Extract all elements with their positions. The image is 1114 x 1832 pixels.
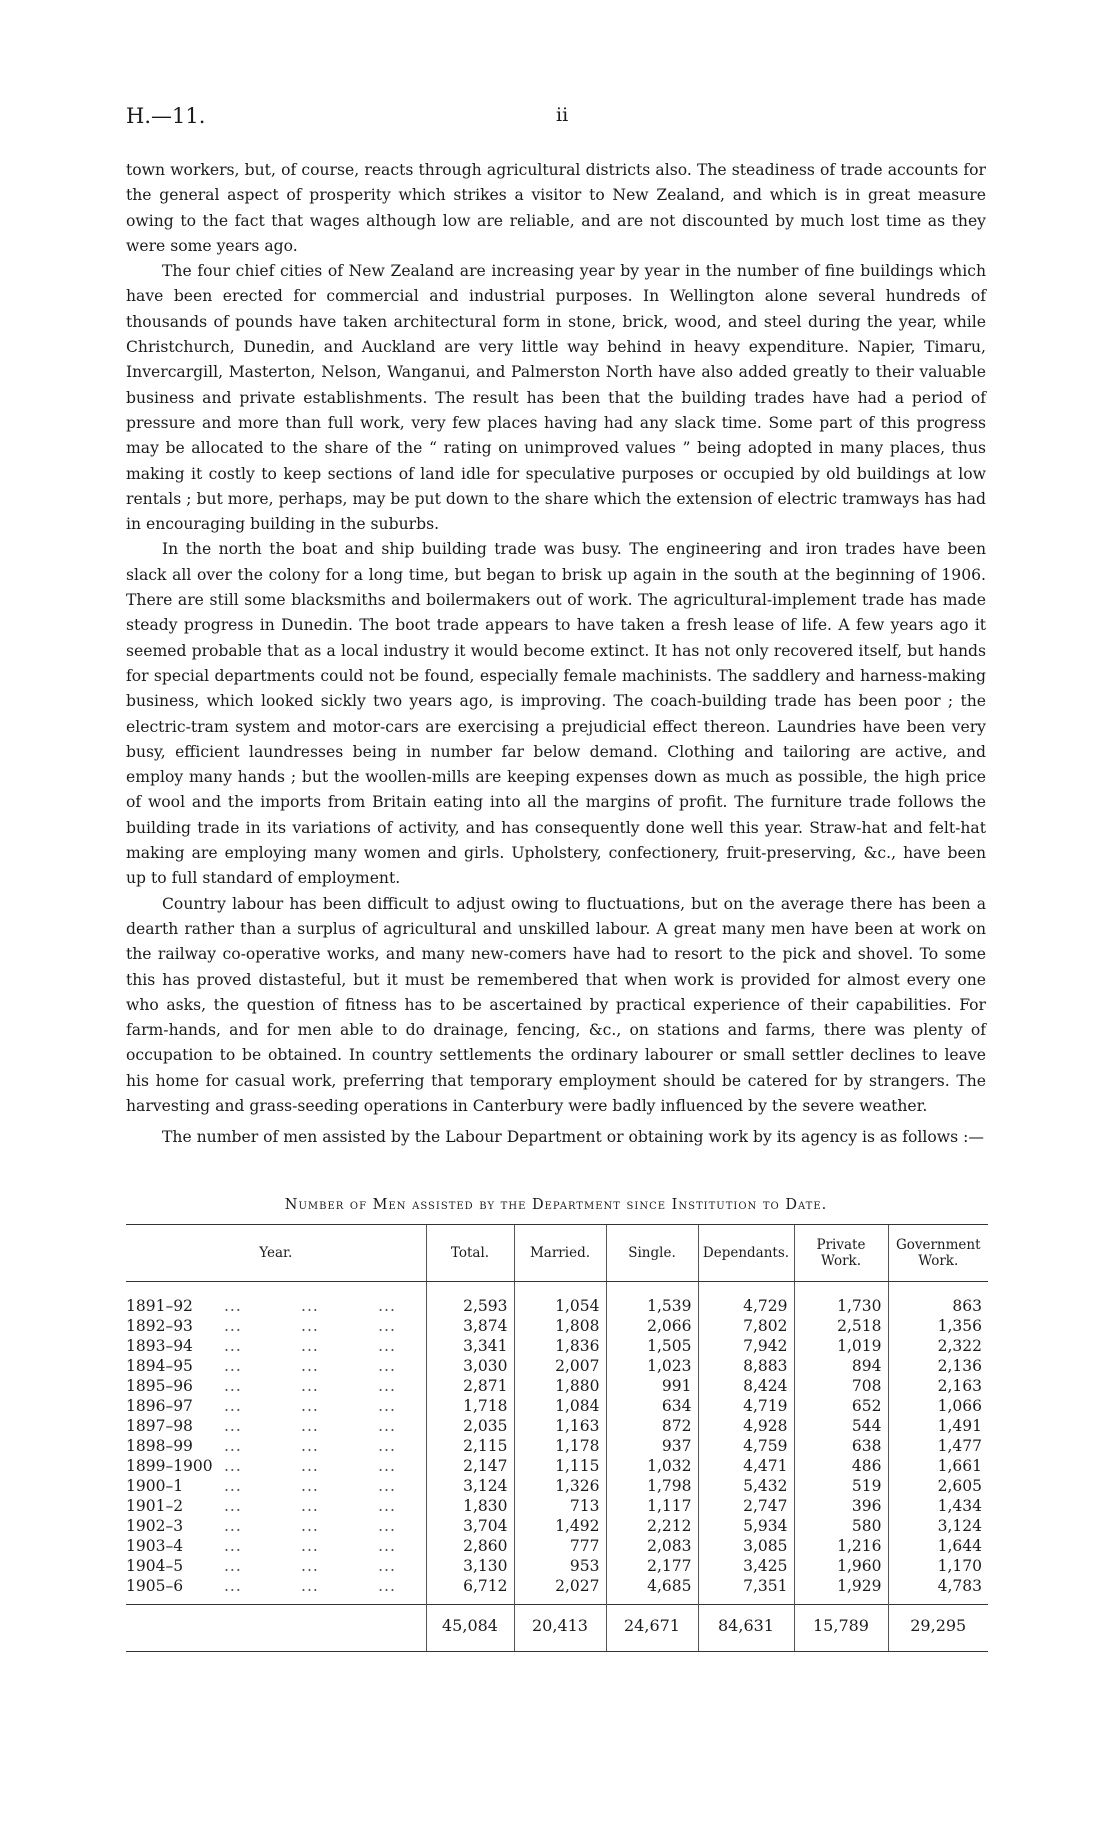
- cell-single: 2,212: [606, 1516, 698, 1536]
- page-number: ii: [556, 104, 569, 126]
- year-label: 1899–1900: [126, 1457, 213, 1475]
- year-label: 1905–6: [126, 1577, 184, 1595]
- year-label: 1902–3: [126, 1517, 184, 1535]
- cell-dependants: 7,351: [698, 1576, 794, 1605]
- header-total: Total.: [426, 1225, 514, 1282]
- cell-single: 1,798: [606, 1476, 698, 1496]
- year-label: 1897–98: [126, 1417, 193, 1435]
- cell-dependants: 4,928: [698, 1416, 794, 1436]
- header-married: Married.: [514, 1225, 606, 1282]
- cell-total: 2,593: [426, 1282, 514, 1317]
- cell-married: 1,808: [514, 1316, 606, 1336]
- year-label: 1904–5: [126, 1557, 184, 1575]
- cell-total: 2,871: [426, 1376, 514, 1396]
- cell-private-work: 580: [794, 1516, 888, 1536]
- paragraph-trades: In the north the boat and ship building trade was busy. The engineering and iron trades have been slack all over the colony for a long time, but began to brisk up again in the south at the beginning of 1906. There are still some blacksmiths and boilermakers out of work. The agricultural-implement trade has made steady progress in Dunedin. The boot trade appears to have taken a fresh lease of life. A few years ago it seemed probable that as a local industry it would become extinct. It has not only recovered itself, but hands for special departments could not be found, especially female machinists. The saddlery and harness-making business, which looked sickly two years ago, is improving. The coach-building trade has been poor ; the electric-tram system and motor-cars are exercising a prejudicial effect thereon. Laundries have been very busy, efficient laundresses being in number far below demand. Clothing and tailoring are active, and employ many hands ; but the woollen-mills are keeping expenses down as much as possible, the high price of wool and the imports from Britain eating into all the margins of profit. The furniture trade follows the building trade in its variations of activity, and has consequently done well this year. Straw-hat and felt-hat making are employing many women and girls. Upholstery, confectionery, fruit-preserving, &c., have been up to full standard of employment.: [126, 540, 986, 888]
- table-row: [126, 1476, 988, 1496]
- men-assisted-table: [126, 1224, 988, 1652]
- cell-dependants: 5,934: [698, 1516, 794, 1536]
- cell-single: 872: [606, 1416, 698, 1436]
- cell-dependants: 5,432: [698, 1476, 794, 1496]
- cell-single: 2,066: [606, 1316, 698, 1336]
- cell-dependants: 4,729: [698, 1282, 794, 1317]
- table-row: [126, 1416, 988, 1436]
- body-text: [126, 158, 986, 1151]
- cell-government-work: 2,322: [888, 1336, 988, 1356]
- cell-private-work: 894: [794, 1356, 888, 1376]
- cell-private-work: 1,216: [794, 1536, 888, 1556]
- leader-dots: ... ... ...: [224, 1537, 396, 1555]
- leader-dots: ... ... ...: [224, 1437, 396, 1455]
- cell-dependants: 4,759: [698, 1436, 794, 1456]
- leader-dots: ... ... ...: [224, 1477, 396, 1495]
- cell-married: 953: [514, 1556, 606, 1576]
- cell-single: 2,177: [606, 1556, 698, 1576]
- leader-dots: ... ... ...: [224, 1417, 396, 1435]
- header-single: Single.: [606, 1225, 698, 1282]
- cell-total: 3,030: [426, 1356, 514, 1376]
- cell-year: [126, 1356, 426, 1376]
- leader-dots: ... ... ...: [224, 1317, 396, 1335]
- cell-government-work: 2,163: [888, 1376, 988, 1396]
- cell-year: [126, 1282, 426, 1317]
- totals-label-cell: [126, 1605, 426, 1652]
- cell-private-work: 638: [794, 1436, 888, 1456]
- cell-dependants: 3,085: [698, 1536, 794, 1556]
- leader-dots: ... ... ...: [224, 1297, 396, 1315]
- table-header-row: [126, 1225, 988, 1282]
- cell-year: [126, 1316, 426, 1336]
- cell-total: 3,874: [426, 1316, 514, 1336]
- cell-private-work: 1,730: [794, 1282, 888, 1317]
- table-row: [126, 1396, 988, 1416]
- cell-year: [126, 1536, 426, 1556]
- cell-year: [126, 1396, 426, 1416]
- cell-single: 1,117: [606, 1496, 698, 1516]
- cell-total: 3,130: [426, 1556, 514, 1576]
- cell-private-work: 1,929: [794, 1576, 888, 1605]
- table-row: [126, 1516, 988, 1536]
- cell-married: 1,178: [514, 1436, 606, 1456]
- cell-dependants: 7,942: [698, 1336, 794, 1356]
- cell-single: 991: [606, 1376, 698, 1396]
- leader-dots: ... ... ...: [224, 1357, 396, 1375]
- paragraph-continuation: town workers, but, of course, reacts through agricultural districts also. The steadiness of trade accounts for the general aspect of prosperity which strikes a visitor to New Zealand, and which is in great measure owing to the fact that wages although low are reliable, and are not discounted by much lost time as they were some years ago.: [126, 161, 986, 255]
- cell-single: 2,083: [606, 1536, 698, 1556]
- cell-government-work: 1,661: [888, 1456, 988, 1476]
- cell-total: 3,341: [426, 1336, 514, 1356]
- cell-married: 1,492: [514, 1516, 606, 1536]
- table-row: [126, 1376, 988, 1396]
- cell-total: 1,718: [426, 1396, 514, 1416]
- total-total: 45,084: [426, 1605, 514, 1652]
- cell-total: 2,860: [426, 1536, 514, 1556]
- table-row: [126, 1496, 988, 1516]
- paragraph-country-labour: Country labour has been difficult to adjust owing to fluctuations, but on the average there has been a dearth rather than a surplus of agricultural and unskilled labour. A great many men have been at work on the railway co-operative works, and many new-comers have had to resort to the pick and shovel. To some this has proved distasteful, but it must be remembered that when work is provided for almost every one who asks, the question of fitness has to be ascertained by practical experience of their capabilities. For farm-hands, and for men able to do drainage, fencing, &c., on stations and farms, there was plenty of occupation to be obtained. In country settlements the ordinary labourer or small settler declines to leave his home for casual work, preferring that temporary employment should be catered for by strangers. The harvesting and grass-seeding operations in Canterbury were badly influenced by the severe weather.: [126, 894, 986, 1115]
- paragraph-buildings: The four chief cities of New Zealand are increasing year by year in the number of fine buildings which have been erected for commercial and industrial purposes. In Wellington alone several hundreds of thousands of pounds have taken architectural form in stone, brick, wood, and steel during the year, while Christchurch, Dunedin, and Auckland are very little way behind in heavy expenditure. Napier, Timaru, Invercargill, Masterton, Nelson, Wanganui, and Palmerston North have also added greatly to their valuable business and private establishments. The result has been that the building trades have had a period of pressure and more than full work, very few places having had any slack time. Some part of this progress may be allocated to the share of the “ rating on unimproved values ” being adopted in many places, thus making it costly to keep sections of land idle for speculative purposes or occupied by old buildings at low rentals ; but more, perhaps, may be put down to the share which the extension of electric tramways has had in encouraging building in the suburbs.: [126, 262, 986, 534]
- cell-married: 2,007: [514, 1356, 606, 1376]
- total-married: 20,413: [514, 1605, 606, 1652]
- table-body: [126, 1282, 988, 1605]
- cell-total: 3,704: [426, 1516, 514, 1536]
- cell-single: 1,505: [606, 1336, 698, 1356]
- cell-year: [126, 1556, 426, 1576]
- cell-government-work: 2,136: [888, 1356, 988, 1376]
- cell-single: 1,539: [606, 1282, 698, 1317]
- cell-government-work: 863: [888, 1282, 988, 1317]
- leader-dots: ... ... ...: [224, 1377, 396, 1395]
- cell-year: [126, 1416, 426, 1436]
- year-label: 1895–96: [126, 1377, 193, 1395]
- year-label: 1903–4: [126, 1537, 184, 1555]
- cell-dependants: 3,425: [698, 1556, 794, 1576]
- year-label: 1898–99: [126, 1437, 193, 1455]
- table-row: [126, 1356, 988, 1376]
- year-label: 1900–1: [126, 1477, 184, 1495]
- cell-year: [126, 1476, 426, 1496]
- cell-government-work: 3,124: [888, 1516, 988, 1536]
- table-row: [126, 1316, 988, 1336]
- year-label: 1896–97: [126, 1397, 193, 1415]
- leader-dots: ... ... ...: [224, 1497, 396, 1515]
- cell-single: 937: [606, 1436, 698, 1456]
- cell-total: 2,147: [426, 1456, 514, 1476]
- table-row: [126, 1436, 988, 1456]
- paragraph-table-intro: The number of men assisted by the Labour Department or obtaining work by its agency is as follows :—: [162, 1128, 984, 1147]
- cell-married: 1,836: [514, 1336, 606, 1356]
- cell-dependants: 7,802: [698, 1316, 794, 1336]
- document-reference: H.—11.: [126, 104, 206, 128]
- cell-dependants: 8,424: [698, 1376, 794, 1396]
- leader-dots: ... ... ...: [224, 1337, 396, 1355]
- total-single: 24,671: [606, 1605, 698, 1652]
- leader-dots: ... ... ...: [224, 1577, 396, 1595]
- cell-dependants: 8,883: [698, 1356, 794, 1376]
- cell-private-work: 1,019: [794, 1336, 888, 1356]
- cell-married: 1,054: [514, 1282, 606, 1317]
- cell-private-work: 486: [794, 1456, 888, 1476]
- year-label: 1893–94: [126, 1337, 193, 1355]
- cell-married: 1,880: [514, 1376, 606, 1396]
- cell-year: [126, 1496, 426, 1516]
- cell-total: 3,124: [426, 1476, 514, 1496]
- leader-dots: ... ... ...: [224, 1517, 396, 1535]
- cell-government-work: 2,605: [888, 1476, 988, 1496]
- cell-married: 713: [514, 1496, 606, 1516]
- cell-single: 634: [606, 1396, 698, 1416]
- cell-total: 2,115: [426, 1436, 514, 1456]
- cell-government-work: 1,170: [888, 1556, 988, 1576]
- cell-dependants: 2,747: [698, 1496, 794, 1516]
- table-row: [126, 1576, 988, 1605]
- cell-government-work: 1,644: [888, 1536, 988, 1556]
- cell-government-work: 1,477: [888, 1436, 988, 1456]
- cell-total: 6,712: [426, 1576, 514, 1605]
- cell-married: 1,326: [514, 1476, 606, 1496]
- table-row: [126, 1456, 988, 1476]
- header-dependants: Dependants.: [698, 1225, 794, 1282]
- cell-married: 1,163: [514, 1416, 606, 1436]
- table-row: [126, 1336, 988, 1356]
- cell-dependants: 4,471: [698, 1456, 794, 1476]
- cell-government-work: 1,066: [888, 1396, 988, 1416]
- cell-year: [126, 1456, 426, 1476]
- cell-government-work: 1,491: [888, 1416, 988, 1436]
- table-row: [126, 1556, 988, 1576]
- totals-row: [126, 1605, 988, 1652]
- cell-private-work: 652: [794, 1396, 888, 1416]
- header-year: Year.: [126, 1225, 426, 1282]
- header-private-work: Private Work.: [794, 1225, 888, 1282]
- cell-government-work: 1,434: [888, 1496, 988, 1516]
- cell-private-work: 708: [794, 1376, 888, 1396]
- cell-year: [126, 1516, 426, 1536]
- total-private-work: 15,789: [794, 1605, 888, 1652]
- page-header: [126, 104, 988, 134]
- cell-government-work: 4,783: [888, 1576, 988, 1605]
- cell-dependants: 4,719: [698, 1396, 794, 1416]
- total-government-work: 29,295: [888, 1605, 988, 1652]
- cell-married: 777: [514, 1536, 606, 1556]
- leader-dots: ... ... ...: [224, 1457, 396, 1475]
- cell-year: [126, 1436, 426, 1456]
- cell-single: 1,023: [606, 1356, 698, 1376]
- cell-married: 1,115: [514, 1456, 606, 1476]
- leader-dots: ... ... ...: [224, 1397, 396, 1415]
- year-label: 1901–2: [126, 1497, 184, 1515]
- total-dependants: 84,631: [698, 1605, 794, 1652]
- header-government-work: Government Work.: [888, 1225, 988, 1282]
- cell-private-work: 1,960: [794, 1556, 888, 1576]
- cell-married: 1,084: [514, 1396, 606, 1416]
- cell-private-work: 2,518: [794, 1316, 888, 1336]
- table-row: [126, 1282, 988, 1317]
- cell-private-work: 544: [794, 1416, 888, 1436]
- cell-total: 1,830: [426, 1496, 514, 1516]
- cell-year: [126, 1336, 426, 1356]
- cell-single: 1,032: [606, 1456, 698, 1476]
- year-label: 1894–95: [126, 1357, 193, 1375]
- table-caption: Number of Men assisted by the Department since Institution to Date.: [284, 1197, 828, 1213]
- cell-government-work: 1,356: [888, 1316, 988, 1336]
- year-label: 1891–92: [126, 1297, 193, 1315]
- cell-single: 4,685: [606, 1576, 698, 1605]
- table-row: [126, 1536, 988, 1556]
- cell-private-work: 519: [794, 1476, 888, 1496]
- cell-married: 2,027: [514, 1576, 606, 1605]
- cell-private-work: 396: [794, 1496, 888, 1516]
- year-label: 1892–93: [126, 1317, 193, 1335]
- cell-year: [126, 1376, 426, 1396]
- cell-year: [126, 1576, 426, 1605]
- leader-dots: ... ... ...: [224, 1557, 396, 1575]
- cell-total: 2,035: [426, 1416, 514, 1436]
